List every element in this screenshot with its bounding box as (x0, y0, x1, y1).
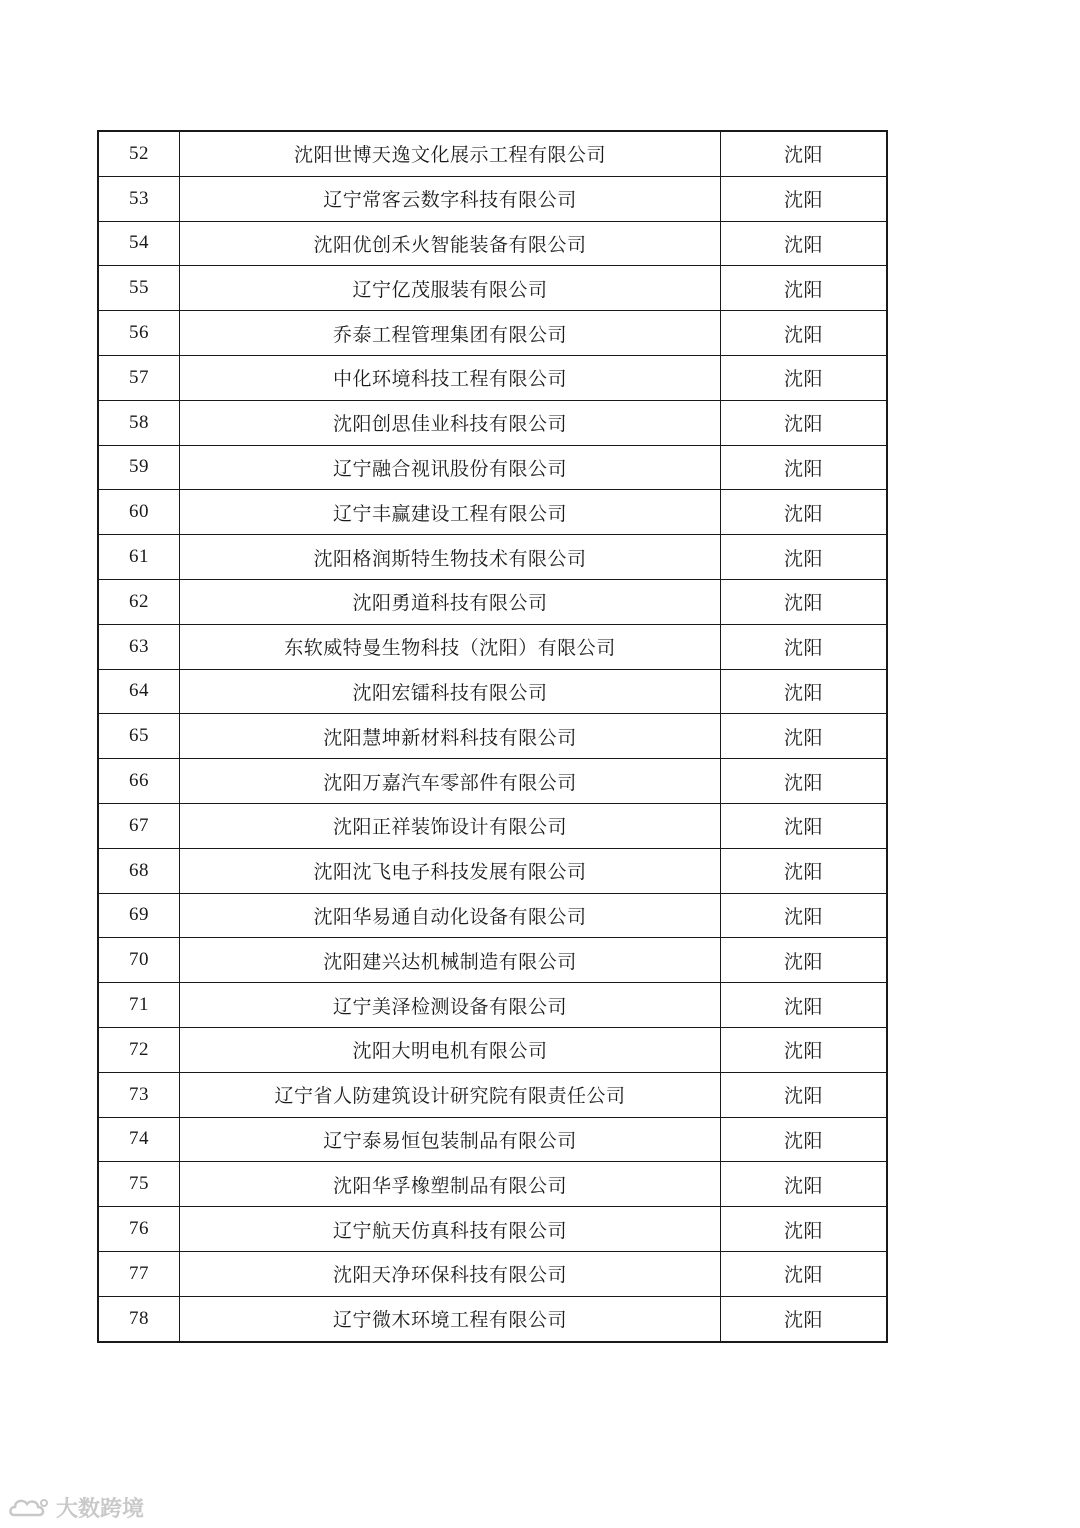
watermark-text: 大数跨境 (56, 1497, 145, 1522)
company-city: 沈阳 (721, 1296, 888, 1341)
row-number: 53 (98, 176, 180, 221)
table-row (98, 1117, 887, 1162)
row-number: 60 (98, 490, 180, 535)
watermark (8, 1492, 144, 1523)
company-city: 沈阳 (721, 579, 888, 624)
row-number: 52 (98, 131, 180, 176)
company-name: 沈阳大明电机有限公司 (180, 1027, 721, 1072)
table-row (98, 131, 887, 176)
table-row (98, 938, 887, 983)
row-number: 62 (98, 579, 180, 624)
company-name: 沈阳华易通自动化设备有限公司 (180, 893, 721, 938)
company-city: 沈阳 (721, 893, 888, 938)
row-number: 63 (98, 624, 180, 669)
company-name: 沈阳万嘉汽车零部件有限公司 (180, 759, 721, 804)
company-name: 沈阳慧坤新材料科技有限公司 (180, 714, 721, 759)
company-name: 辽宁融合视讯股份有限公司 (180, 445, 721, 490)
company-name: 沈阳沈飞电子科技发展有限公司 (180, 848, 721, 893)
row-number: 64 (98, 669, 180, 714)
company-city: 沈阳 (721, 1207, 888, 1252)
row-number: 70 (98, 938, 180, 983)
company-name: 辽宁微木环境工程有限公司 (180, 1296, 721, 1341)
table-row (98, 221, 887, 266)
row-number: 71 (98, 983, 180, 1028)
row-number: 67 (98, 803, 180, 848)
company-name: 沈阳正祥装饰设计有限公司 (180, 803, 721, 848)
company-name: 沈阳创思佳业科技有限公司 (180, 400, 721, 445)
row-number: 66 (98, 759, 180, 804)
row-number: 68 (98, 848, 180, 893)
table-row (98, 355, 887, 400)
cloud-logo-icon (8, 1495, 52, 1521)
table-row (98, 311, 887, 356)
company-city: 沈阳 (721, 669, 888, 714)
company-city: 沈阳 (721, 1072, 888, 1117)
company-name: 沈阳华孚橡塑制品有限公司 (180, 1162, 721, 1207)
table-row (98, 624, 887, 669)
table-row (98, 1027, 887, 1072)
company-city: 沈阳 (721, 490, 888, 535)
table-row (98, 759, 887, 804)
company-name: 沈阳世博天逸文化展示工程有限公司 (180, 131, 721, 176)
row-number: 57 (98, 355, 180, 400)
company-city: 沈阳 (721, 221, 888, 266)
table-row (98, 848, 887, 893)
row-number: 75 (98, 1162, 180, 1207)
row-number: 74 (98, 1117, 180, 1162)
company-name: 沈阳勇道科技有限公司 (180, 579, 721, 624)
row-number: 73 (98, 1072, 180, 1117)
table-row (98, 445, 887, 490)
table-row (98, 803, 887, 848)
company-name: 辽宁泰易恒包装制品有限公司 (180, 1117, 721, 1162)
row-number: 58 (98, 400, 180, 445)
company-city: 沈阳 (721, 176, 888, 221)
company-name: 中化环境科技工程有限公司 (180, 355, 721, 400)
company-name: 沈阳宏镭科技有限公司 (180, 669, 721, 714)
company-city: 沈阳 (721, 1117, 888, 1162)
company-city: 沈阳 (721, 400, 888, 445)
table-row (98, 535, 887, 580)
table-row (98, 714, 887, 759)
company-city: 沈阳 (721, 983, 888, 1028)
company-city: 沈阳 (721, 1162, 888, 1207)
company-city: 沈阳 (721, 938, 888, 983)
company-city: 沈阳 (721, 1027, 888, 1072)
table-row (98, 983, 887, 1028)
company-name: 沈阳优创禾火智能装备有限公司 (180, 221, 721, 266)
row-number: 78 (98, 1296, 180, 1341)
row-number: 76 (98, 1207, 180, 1252)
table-row (98, 1207, 887, 1252)
company-list-table (97, 130, 888, 1343)
row-number: 59 (98, 445, 180, 490)
company-city: 沈阳 (721, 266, 888, 311)
company-name: 辽宁美泽检测设备有限公司 (180, 983, 721, 1028)
company-name: 沈阳建兴达机械制造有限公司 (180, 938, 721, 983)
company-name: 沈阳天净环保科技有限公司 (180, 1251, 721, 1296)
company-name: 辽宁常客云数字科技有限公司 (180, 176, 721, 221)
company-name: 乔泰工程管理集团有限公司 (180, 311, 721, 356)
company-city: 沈阳 (721, 535, 888, 580)
table-row (98, 1296, 887, 1341)
company-name: 沈阳格润斯特生物技术有限公司 (180, 535, 721, 580)
company-city: 沈阳 (721, 714, 888, 759)
company-city: 沈阳 (721, 311, 888, 356)
company-name: 辽宁航天仿真科技有限公司 (180, 1207, 721, 1252)
table-row (98, 1072, 887, 1117)
company-name: 辽宁省人防建筑设计研究院有限责任公司 (180, 1072, 721, 1117)
table-body (98, 131, 887, 1342)
row-number: 65 (98, 714, 180, 759)
company-city: 沈阳 (721, 1251, 888, 1296)
company-name: 辽宁亿茂服装有限公司 (180, 266, 721, 311)
table-row (98, 579, 887, 624)
table-row (98, 893, 887, 938)
company-name: 东软威特曼生物科技（沈阳）有限公司 (180, 624, 721, 669)
table-row (98, 1251, 887, 1296)
row-number: 54 (98, 221, 180, 266)
table-row (98, 266, 887, 311)
row-number: 72 (98, 1027, 180, 1072)
row-number: 61 (98, 535, 180, 580)
table-row (98, 400, 887, 445)
row-number: 55 (98, 266, 180, 311)
company-city: 沈阳 (721, 759, 888, 804)
table-row (98, 669, 887, 714)
table-row (98, 490, 887, 535)
table-row (98, 1162, 887, 1207)
company-city: 沈阳 (721, 445, 888, 490)
row-number: 69 (98, 893, 180, 938)
row-number: 77 (98, 1251, 180, 1296)
company-city: 沈阳 (721, 355, 888, 400)
company-city: 沈阳 (721, 624, 888, 669)
company-name: 辽宁丰赢建设工程有限公司 (180, 490, 721, 535)
company-city: 沈阳 (721, 803, 888, 848)
table-row (98, 176, 887, 221)
company-city: 沈阳 (721, 131, 888, 176)
company-city: 沈阳 (721, 848, 888, 893)
row-number: 56 (98, 311, 180, 356)
